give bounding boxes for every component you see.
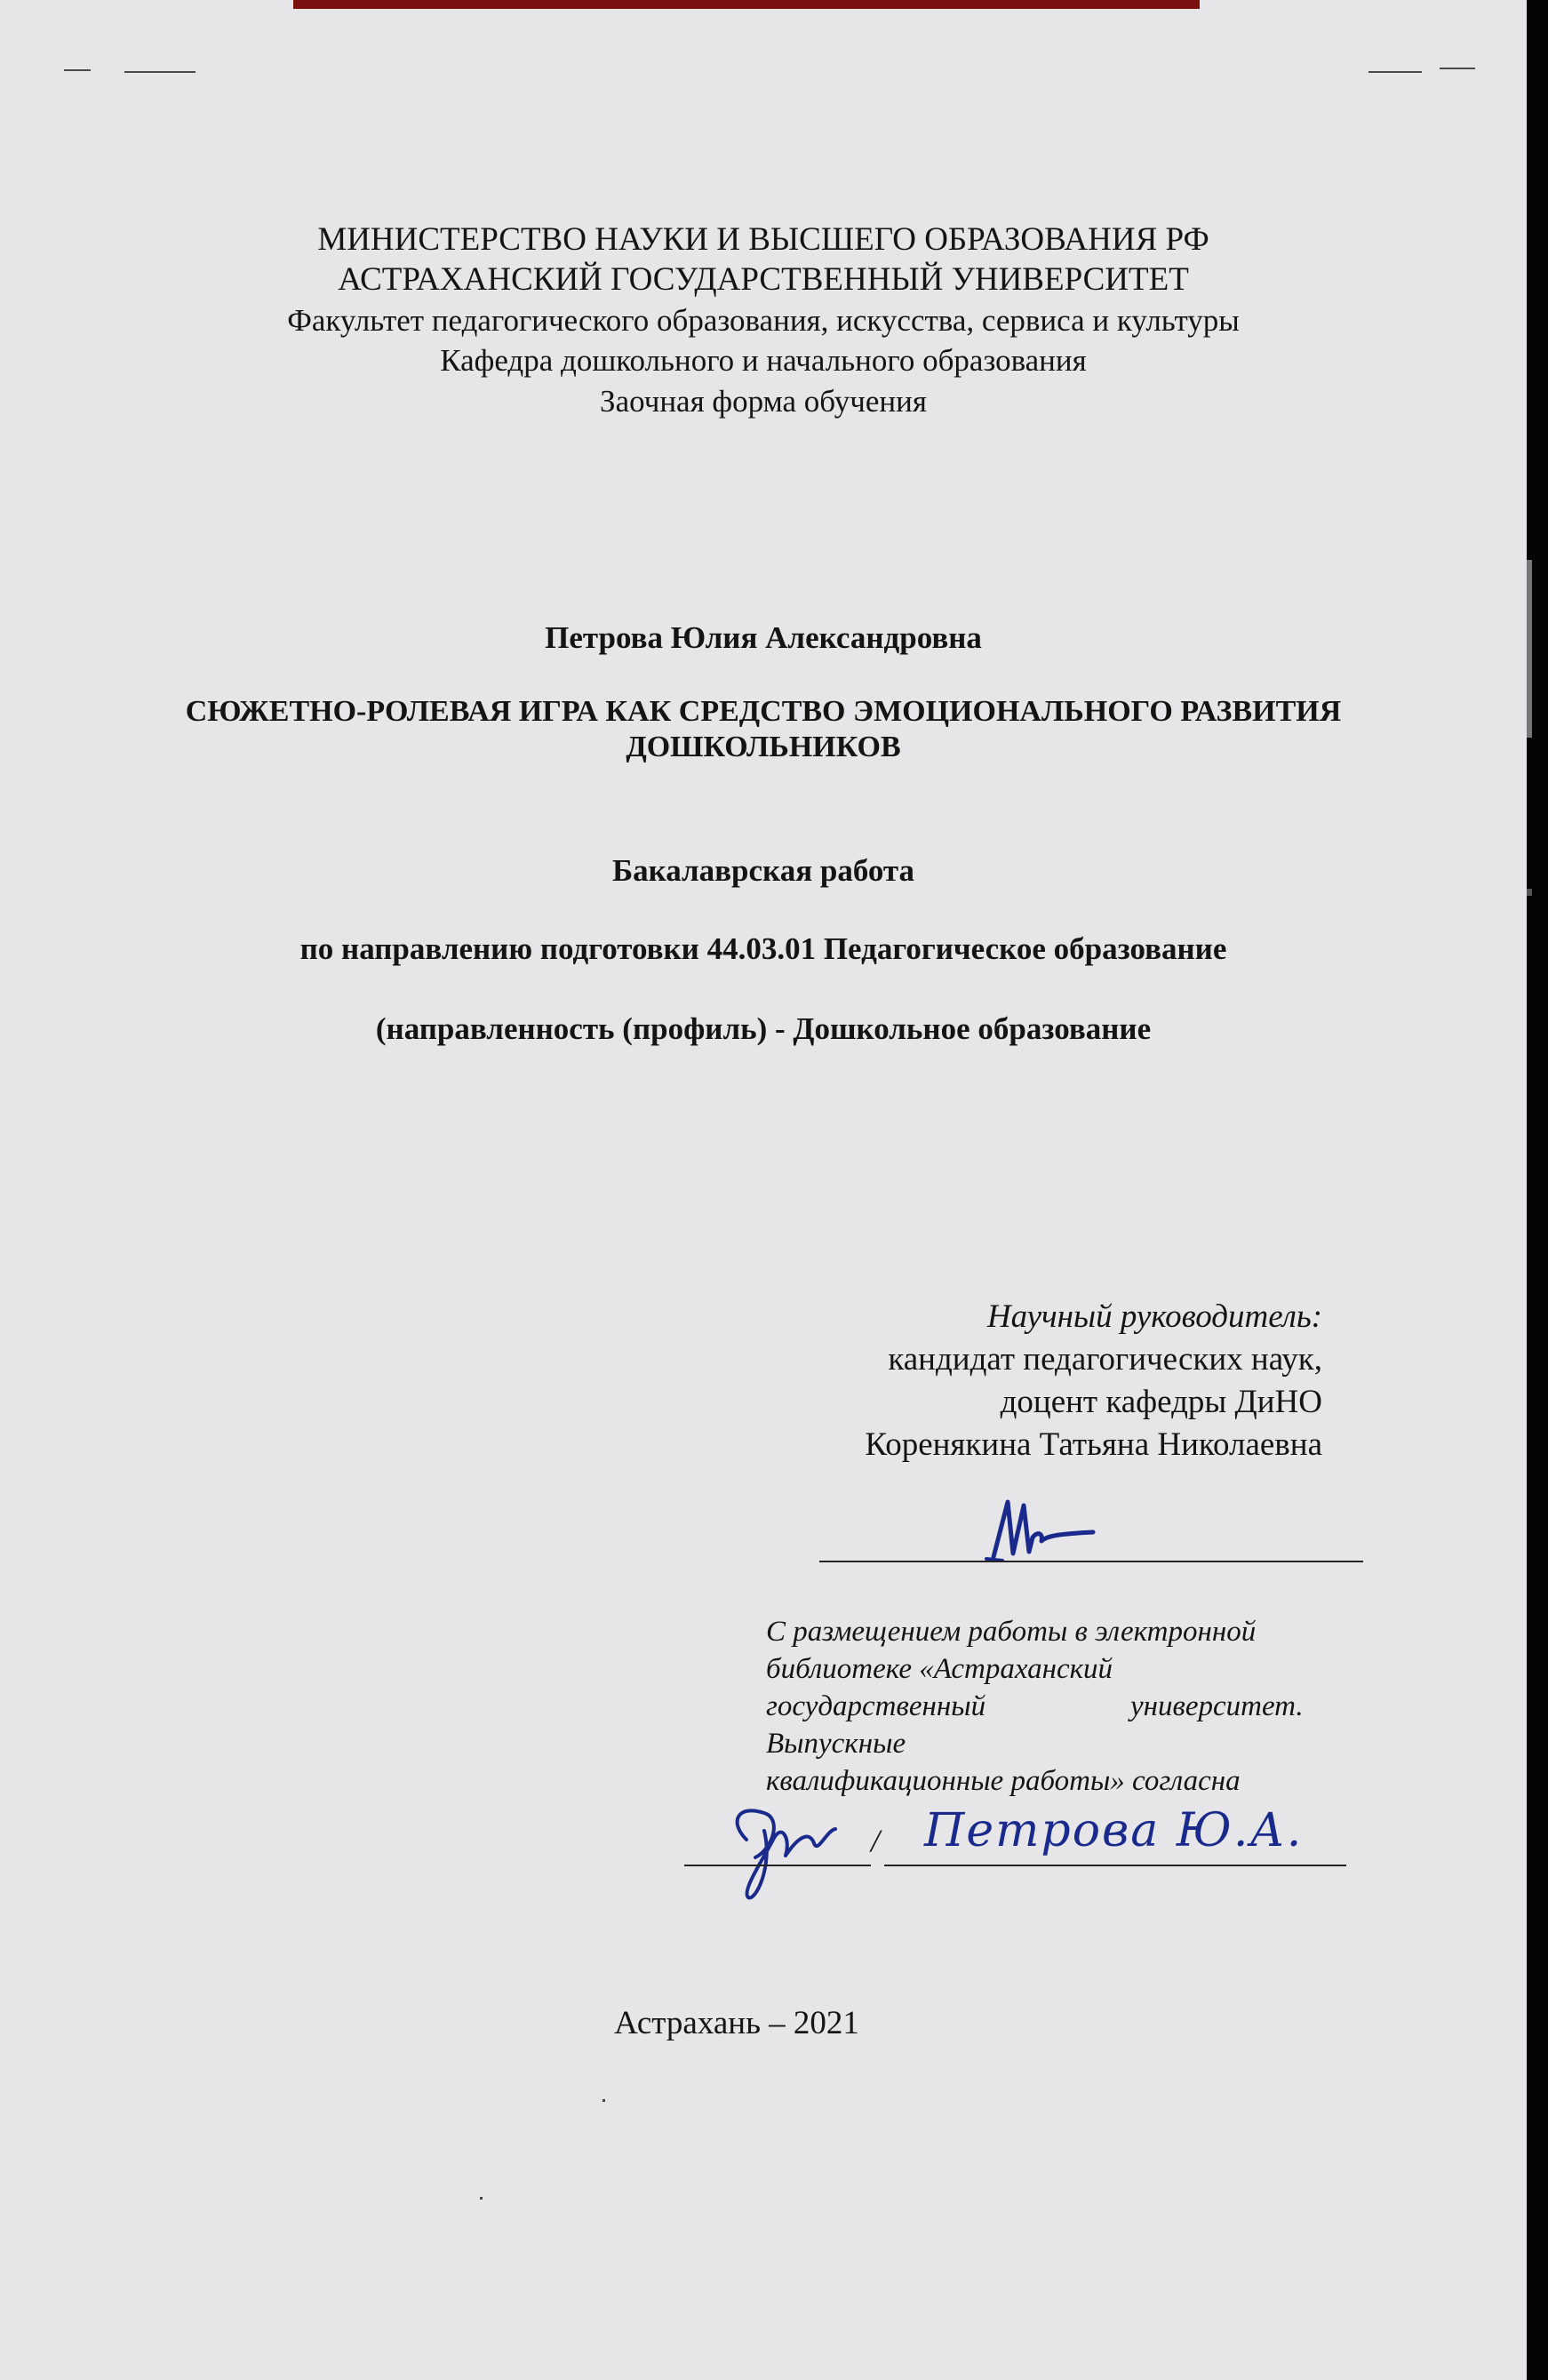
scan-edge-mark (1527, 889, 1532, 896)
department-heading: Кафедра дошкольного и начального образования (440, 343, 1087, 378)
university-heading: АСТРАХАНСКИЙ ГОСУДАРСТВЕННЫЙ УНИВЕРСИТЕТ (338, 261, 1189, 298)
scan-mark (64, 69, 91, 71)
student-handwritten-name: Петрова Ю.А. (924, 1804, 1304, 1857)
consent-line-2: библиотеке «Астраханский (766, 1653, 1113, 1685)
student-signature-line (684, 1865, 871, 1866)
supervisor-label: Научный руководитель: (986, 1298, 1322, 1335)
page-top-edge (293, 0, 1200, 9)
scan-mark (1368, 71, 1422, 73)
consent-line-5: квалификационные работы» согласна (766, 1765, 1241, 1797)
student-signature (711, 1786, 871, 1911)
supervisor-degree: кандидат педагогических наук, (888, 1341, 1322, 1378)
study-profile: (направленность (профиль) - Дошкольное образование (375, 1011, 1152, 1046)
work-type: Бакалаврская работа (611, 853, 915, 888)
student-name-line (884, 1865, 1346, 1866)
supervisor-signature (977, 1484, 1102, 1573)
supervisor-signature-line (819, 1561, 1363, 1562)
scan-mark (1440, 68, 1475, 69)
consent-line-4: Выпускные (766, 1728, 906, 1760)
consent-line-3a: государственный (766, 1690, 986, 1722)
ministry-heading: МИНИСТЕРСТВО НАУКИ И ВЫСШЕГО ОБРАЗОВАНИЯ РФ (317, 221, 1209, 258)
study-form: Заочная форма обучения (600, 384, 927, 419)
faculty-heading: Факультет педагогического образования, искусства, сервиса и культуры (287, 303, 1240, 338)
consent-line-1: С размещением работы в электронной (766, 1616, 1257, 1648)
scan-dot (480, 2197, 483, 2200)
scan-edge-mark (1527, 560, 1532, 738)
thesis-title-line-2: ДОШКОЛЬНИКОВ (626, 731, 901, 763)
scan-dot (602, 2099, 605, 2102)
supervisor-name: Коренякина Татьяна Николаевна (865, 1426, 1322, 1463)
author-name: Петрова Юлия Александровна (545, 620, 982, 655)
consent-line-3b: университет. (1130, 1690, 1304, 1722)
signature-separator: / (871, 1823, 881, 1858)
study-direction: по направлению подготовки 44.03.01 Педагогическое образование (299, 931, 1227, 966)
city-year: Астрахань – 2021 (614, 2005, 859, 2041)
supervisor-position: доцент кафедры ДиНО (1000, 1384, 1322, 1420)
scan-mark (124, 71, 195, 73)
scan-edge-shadow (1527, 0, 1548, 2380)
thesis-title-line-1: СЮЖЕТНО-РОЛЕВАЯ ИГРА КАК СРЕДСТВО ЭМОЦИОНАЛЬНОГО РАЗВИТИЯ (185, 695, 1342, 728)
